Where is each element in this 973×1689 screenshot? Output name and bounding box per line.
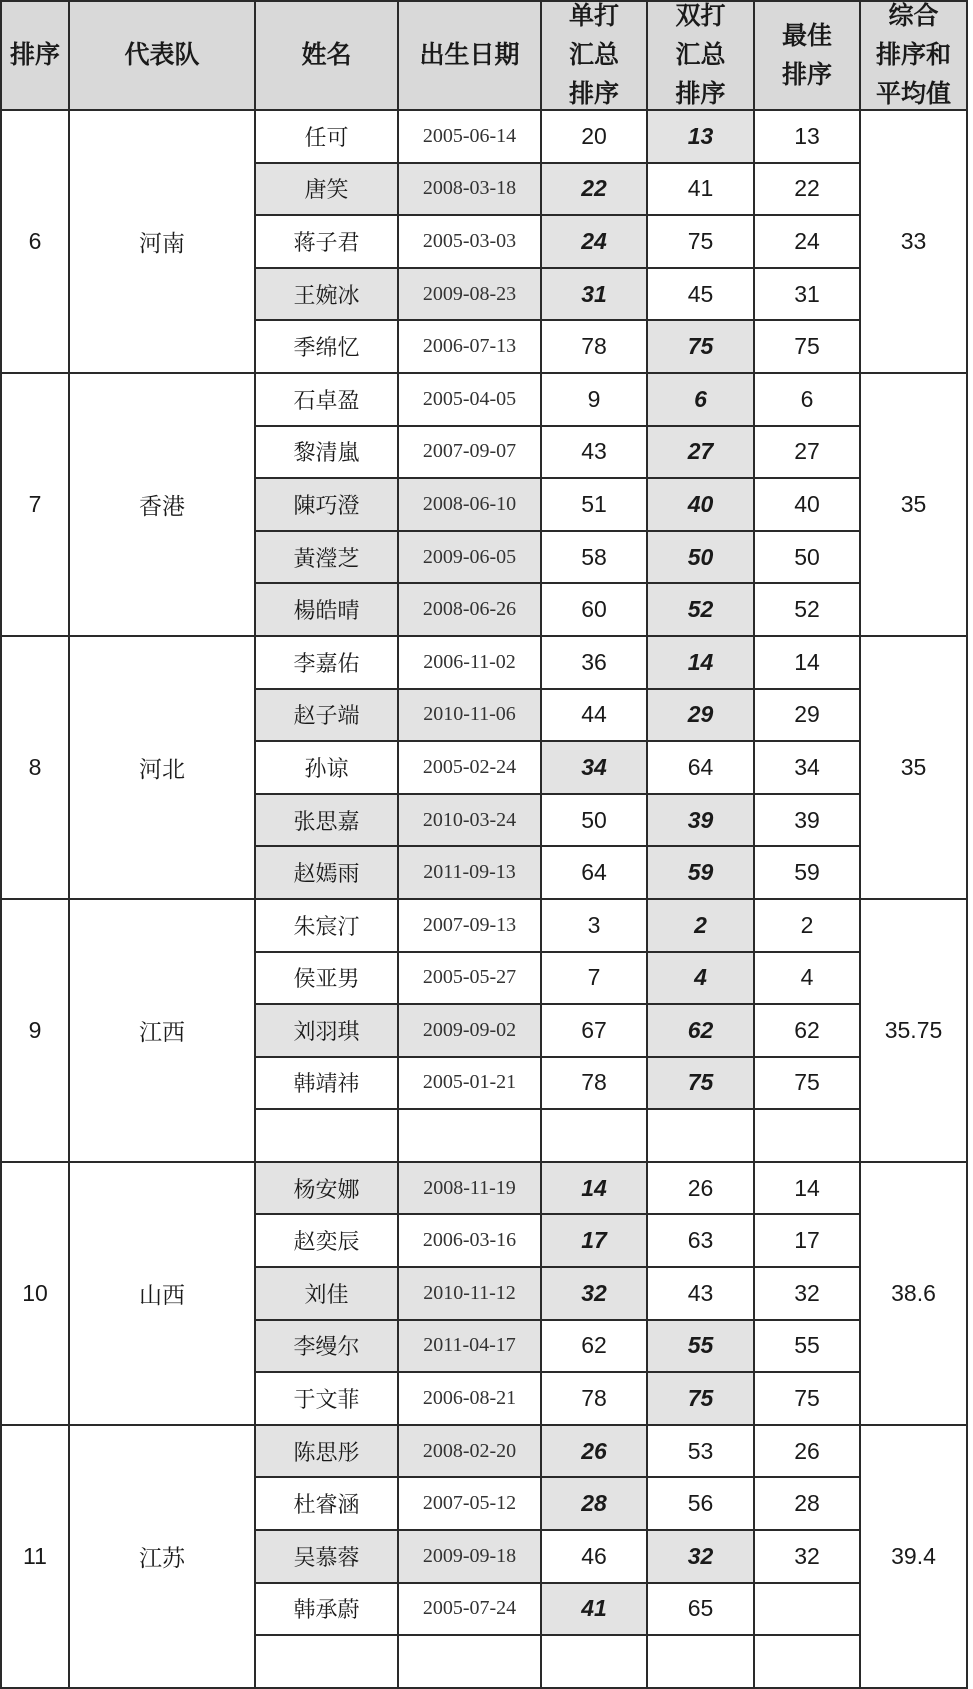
doubles-rank: 27	[648, 427, 755, 480]
best-rank: 34	[755, 742, 861, 795]
team-score: 35	[861, 637, 968, 900]
singles-rank: 14	[542, 1163, 648, 1216]
player-name: 黃瀅芝	[256, 532, 399, 585]
singles-rank	[542, 1636, 648, 1689]
player-birthdate: 2008-06-10	[399, 479, 542, 532]
singles-rank: 78	[542, 321, 648, 374]
team-score: 33	[861, 111, 968, 374]
team-rank: 8	[0, 637, 70, 900]
doubles-rank: 52	[648, 584, 755, 637]
singles-rank: 62	[542, 1321, 648, 1374]
team-rank: 9	[0, 900, 70, 1163]
player-birthdate: 2005-01-21	[399, 1058, 542, 1111]
doubles-rank: 63	[648, 1215, 755, 1268]
player-birthdate: 2007-05-12	[399, 1478, 542, 1531]
team-name: 江苏	[70, 1426, 256, 1689]
player-name: 韩靖祎	[256, 1058, 399, 1111]
best-rank: 2	[755, 900, 861, 953]
header-overall: 综合 排序和 平均值	[861, 0, 968, 111]
team-score: 35	[861, 374, 968, 637]
player-name: 蒋子君	[256, 216, 399, 269]
player-name: 赵子端	[256, 690, 399, 743]
player-birthdate: 2005-02-24	[399, 742, 542, 795]
player-birthdate: 2008-06-26	[399, 584, 542, 637]
singles-rank: 31	[542, 269, 648, 322]
best-rank: 52	[755, 584, 861, 637]
doubles-rank: 64	[648, 742, 755, 795]
doubles-rank: 75	[648, 1058, 755, 1111]
header-birthdate: 出生日期	[399, 0, 542, 111]
doubles-rank: 75	[648, 321, 755, 374]
player-name: 刘羽琪	[256, 1005, 399, 1058]
doubles-rank	[648, 1636, 755, 1689]
best-rank: 75	[755, 321, 861, 374]
player-birthdate: 2009-06-05	[399, 532, 542, 585]
best-rank: 24	[755, 216, 861, 269]
best-rank: 59	[755, 847, 861, 900]
player-birthdate: 2006-11-02	[399, 637, 542, 690]
player-birthdate: 2005-07-24	[399, 1584, 542, 1637]
header-team: 代表队	[70, 0, 256, 111]
best-rank: 14	[755, 1163, 861, 1216]
singles-rank: 26	[542, 1426, 648, 1479]
doubles-rank: 14	[648, 637, 755, 690]
best-rank: 31	[755, 269, 861, 322]
doubles-rank: 40	[648, 479, 755, 532]
doubles-rank: 26	[648, 1163, 755, 1216]
best-rank: 17	[755, 1215, 861, 1268]
doubles-rank: 45	[648, 269, 755, 322]
player-birthdate	[399, 1110, 542, 1163]
singles-rank: 41	[542, 1584, 648, 1637]
best-rank: 50	[755, 532, 861, 585]
singles-rank: 51	[542, 479, 648, 532]
singles-rank	[542, 1110, 648, 1163]
best-rank: 4	[755, 953, 861, 1006]
team-score: 35.75	[861, 900, 968, 1163]
player-birthdate: 2010-11-12	[399, 1268, 542, 1321]
team-rank: 7	[0, 374, 70, 637]
singles-rank: 20	[542, 111, 648, 164]
best-rank: 32	[755, 1531, 861, 1584]
player-birthdate: 2005-04-05	[399, 374, 542, 427]
player-name: 于文菲	[256, 1373, 399, 1426]
singles-rank: 44	[542, 690, 648, 743]
player-birthdate: 2008-02-20	[399, 1426, 542, 1479]
best-rank: 75	[755, 1058, 861, 1111]
player-name: 陈思彤	[256, 1426, 399, 1479]
best-rank: 32	[755, 1268, 861, 1321]
singles-rank: 34	[542, 742, 648, 795]
best-rank: 55	[755, 1321, 861, 1374]
player-name: 季绵忆	[256, 321, 399, 374]
doubles-rank: 59	[648, 847, 755, 900]
player-birthdate: 2007-09-13	[399, 900, 542, 953]
best-rank: 13	[755, 111, 861, 164]
player-name: 陳巧澄	[256, 479, 399, 532]
singles-rank: 28	[542, 1478, 648, 1531]
doubles-rank: 29	[648, 690, 755, 743]
doubles-rank: 56	[648, 1478, 755, 1531]
singles-rank: 50	[542, 795, 648, 848]
best-rank: 28	[755, 1478, 861, 1531]
doubles-rank	[648, 1110, 755, 1163]
team-rank: 11	[0, 1426, 70, 1689]
doubles-rank: 75	[648, 216, 755, 269]
player-name: 王婉冰	[256, 269, 399, 322]
doubles-rank: 55	[648, 1321, 755, 1374]
singles-rank: 9	[542, 374, 648, 427]
player-name: 赵奕辰	[256, 1215, 399, 1268]
player-name: 杨安娜	[256, 1163, 399, 1216]
team-score: 38.6	[861, 1163, 968, 1426]
doubles-rank: 2	[648, 900, 755, 953]
team-name: 香港	[70, 374, 256, 637]
doubles-rank: 39	[648, 795, 755, 848]
team-name: 河北	[70, 637, 256, 900]
player-name: 孙谅	[256, 742, 399, 795]
singles-rank: 64	[542, 847, 648, 900]
team-rank: 6	[0, 111, 70, 374]
header-best-rank: 最佳 排序	[755, 0, 861, 111]
player-birthdate: 2006-03-16	[399, 1215, 542, 1268]
best-rank: 22	[755, 164, 861, 217]
player-birthdate: 2008-03-18	[399, 164, 542, 217]
singles-rank: 3	[542, 900, 648, 953]
doubles-rank: 53	[648, 1426, 755, 1479]
singles-rank: 78	[542, 1058, 648, 1111]
best-rank: 26	[755, 1426, 861, 1479]
singles-rank: 58	[542, 532, 648, 585]
singles-rank: 60	[542, 584, 648, 637]
player-birthdate: 2006-08-21	[399, 1373, 542, 1426]
singles-rank: 78	[542, 1373, 648, 1426]
player-name	[256, 1636, 399, 1689]
best-rank: 14	[755, 637, 861, 690]
team-score: 39.4	[861, 1426, 968, 1689]
best-rank: 27	[755, 427, 861, 480]
best-rank: 75	[755, 1373, 861, 1426]
best-rank: 29	[755, 690, 861, 743]
player-name: 吴慕蓉	[256, 1531, 399, 1584]
player-birthdate: 2009-09-18	[399, 1531, 542, 1584]
player-birthdate	[399, 1636, 542, 1689]
best-rank: 40	[755, 479, 861, 532]
singles-rank: 22	[542, 164, 648, 217]
doubles-rank: 6	[648, 374, 755, 427]
player-name: 侯亚男	[256, 953, 399, 1006]
team-name: 山西	[70, 1163, 256, 1426]
doubles-rank: 32	[648, 1531, 755, 1584]
doubles-rank: 41	[648, 164, 755, 217]
player-birthdate: 2005-05-27	[399, 953, 542, 1006]
player-name: 韩承蔚	[256, 1584, 399, 1637]
player-birthdate: 2008-11-19	[399, 1163, 542, 1216]
player-name: 赵嫣雨	[256, 847, 399, 900]
player-birthdate: 2006-07-13	[399, 321, 542, 374]
player-name: 张思嘉	[256, 795, 399, 848]
doubles-rank: 50	[648, 532, 755, 585]
player-birthdate: 2009-09-02	[399, 1005, 542, 1058]
player-name	[256, 1110, 399, 1163]
player-birthdate: 2010-11-06	[399, 690, 542, 743]
doubles-rank: 4	[648, 953, 755, 1006]
player-name: 杜睿涵	[256, 1478, 399, 1531]
singles-rank: 17	[542, 1215, 648, 1268]
player-name: 楊皓晴	[256, 584, 399, 637]
player-birthdate: 2009-08-23	[399, 269, 542, 322]
singles-rank: 43	[542, 427, 648, 480]
player-name: 李嘉佑	[256, 637, 399, 690]
team-rank: 10	[0, 1163, 70, 1426]
player-name: 唐笑	[256, 164, 399, 217]
player-name: 任可	[256, 111, 399, 164]
player-birthdate: 2011-09-13	[399, 847, 542, 900]
doubles-rank: 65	[648, 1584, 755, 1637]
doubles-rank: 43	[648, 1268, 755, 1321]
best-rank	[755, 1584, 861, 1637]
player-birthdate: 2005-03-03	[399, 216, 542, 269]
doubles-rank: 62	[648, 1005, 755, 1058]
player-name: 黎清嵐	[256, 427, 399, 480]
singles-rank: 24	[542, 216, 648, 269]
singles-rank: 32	[542, 1268, 648, 1321]
player-name: 刘佳	[256, 1268, 399, 1321]
doubles-rank: 75	[648, 1373, 755, 1426]
singles-rank: 67	[542, 1005, 648, 1058]
best-rank	[755, 1636, 861, 1689]
best-rank: 62	[755, 1005, 861, 1058]
singles-rank: 46	[542, 1531, 648, 1584]
player-birthdate: 2007-09-07	[399, 427, 542, 480]
team-name: 河南	[70, 111, 256, 374]
best-rank: 39	[755, 795, 861, 848]
header-name: 姓名	[256, 0, 399, 111]
player-name: 朱宸汀	[256, 900, 399, 953]
header-doubles-rank: 双打 汇总 排序	[648, 0, 755, 111]
singles-rank: 36	[542, 637, 648, 690]
doubles-rank: 13	[648, 111, 755, 164]
singles-rank: 7	[542, 953, 648, 1006]
player-name: 石卓盈	[256, 374, 399, 427]
player-name: 李缦尔	[256, 1321, 399, 1374]
player-birthdate: 2011-04-17	[399, 1321, 542, 1374]
best-rank: 6	[755, 374, 861, 427]
header-singles-rank: 单打 汇总 排序	[542, 0, 648, 111]
best-rank	[755, 1110, 861, 1163]
player-birthdate: 2010-03-24	[399, 795, 542, 848]
player-birthdate: 2005-06-14	[399, 111, 542, 164]
header-rank: 排序	[0, 0, 70, 111]
team-name: 江西	[70, 900, 256, 1163]
